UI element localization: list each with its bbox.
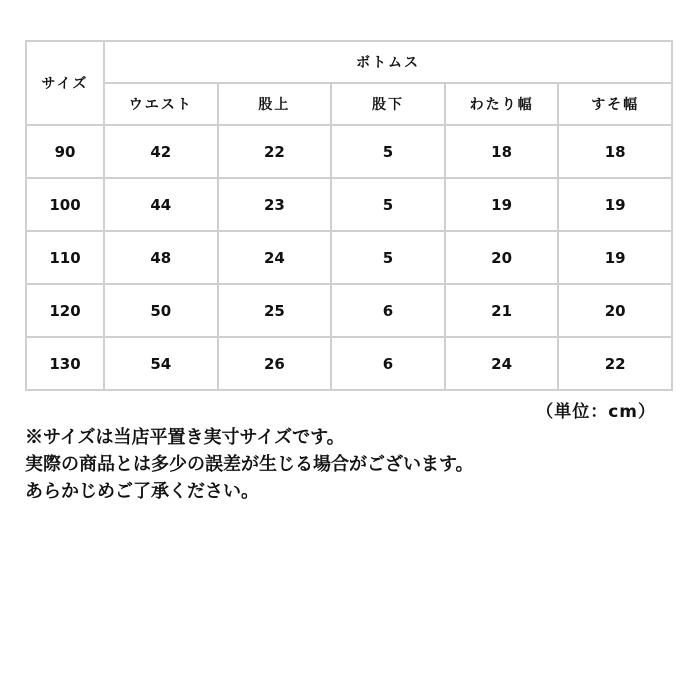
- value-cell: 24: [218, 231, 332, 284]
- value-cell: 54: [104, 337, 218, 390]
- value-cell: 18: [445, 125, 559, 178]
- column-header-rise: 股上: [218, 83, 332, 125]
- table-row: [26, 178, 672, 231]
- value-cell: 19: [445, 178, 559, 231]
- table-row: [26, 284, 672, 337]
- size-notes: [25, 424, 675, 505]
- value-cell: 26: [218, 337, 332, 390]
- value-cell: 50: [104, 284, 218, 337]
- value-cell: 24: [445, 337, 559, 390]
- column-header-hem-width: すそ幅: [558, 83, 672, 125]
- value-cell: 20: [558, 284, 672, 337]
- note-line: あらかじめご了承ください。: [25, 481, 259, 502]
- value-cell: 18: [558, 125, 672, 178]
- value-cell: 20: [445, 231, 559, 284]
- size-cell: 130: [26, 337, 104, 390]
- size-cell: 110: [26, 231, 104, 284]
- size-cell: 120: [26, 284, 104, 337]
- value-cell: 25: [218, 284, 332, 337]
- value-cell: 5: [331, 125, 445, 178]
- value-cell: 5: [331, 231, 445, 284]
- size-chart-table: [25, 40, 673, 391]
- value-cell: 22: [558, 337, 672, 390]
- note-line: ※サイズは当店平置き実寸サイズです。: [25, 427, 345, 448]
- size-header: サイズ: [26, 41, 104, 125]
- bottoms-group-header: ボトムス: [104, 41, 672, 83]
- size-cell: 100: [26, 178, 104, 231]
- note-line: 実際の商品とは多少の誤差が生じる場合がございます。: [25, 454, 474, 475]
- value-cell: 19: [558, 178, 672, 231]
- column-header-thigh-width: わたり幅: [445, 83, 559, 125]
- table-row: [26, 231, 672, 284]
- value-cell: 23: [218, 178, 332, 231]
- value-cell: 5: [331, 178, 445, 231]
- value-cell: 6: [331, 337, 445, 390]
- value-cell: 44: [104, 178, 218, 231]
- value-cell: 48: [104, 231, 218, 284]
- table-row: [26, 337, 672, 390]
- column-header-waist: ウエスト: [104, 83, 218, 125]
- header-row-group: [26, 41, 672, 83]
- table-row: [26, 125, 672, 178]
- value-cell: 19: [558, 231, 672, 284]
- value-cell: 6: [331, 284, 445, 337]
- column-header-inseam: 股下: [331, 83, 445, 125]
- size-cell: 90: [26, 125, 104, 178]
- value-cell: 21: [445, 284, 559, 337]
- value-cell: 42: [104, 125, 218, 178]
- value-cell: 22: [218, 125, 332, 178]
- unit-label: （単位：cm）: [536, 402, 656, 422]
- header-row-columns: [26, 83, 672, 125]
